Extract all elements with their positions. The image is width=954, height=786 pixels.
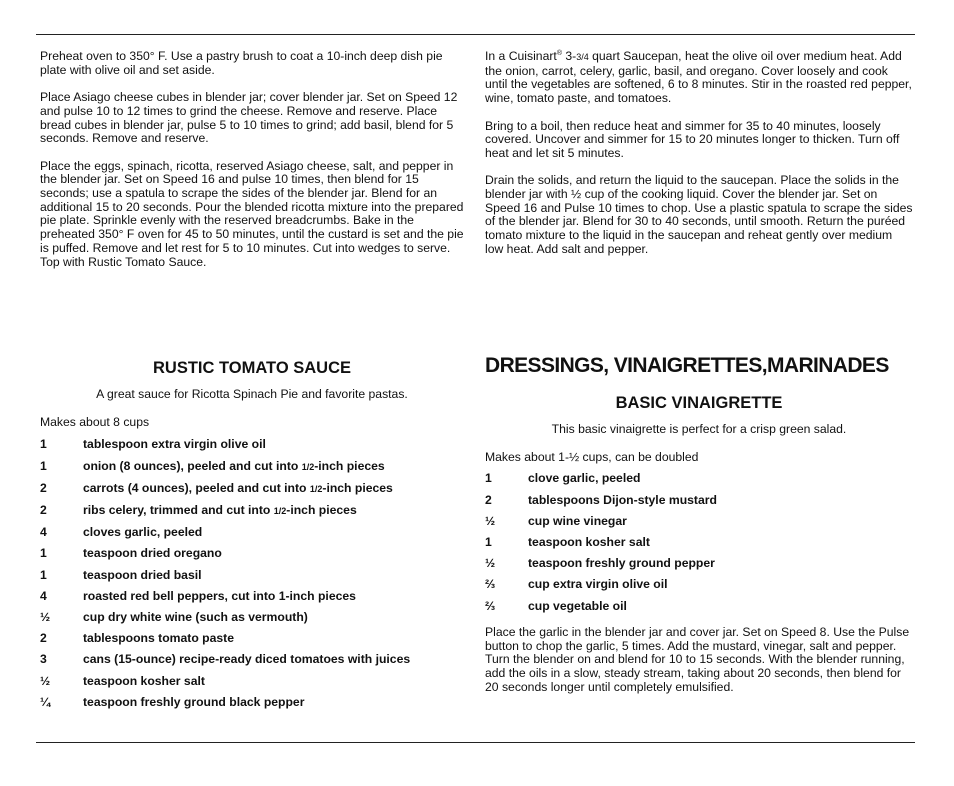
registered-mark: ® <box>556 49 562 57</box>
recipe-yield: Makes about 8 cups <box>40 414 150 429</box>
rustic-tomato-sauce <box>40 358 464 713</box>
ingredient: 2 ribs celery, trimmed and cut into 1/2-inch pieces <box>40 503 357 518</box>
pie-step-2: Place Asiago cheese cubes in blender jar; cover blender jar. Set on Speed 12 and pulse 10 to 12 times to grind the cheese. Remove and reserve. Place bread cubes in blender jar, pulse 5 to 10 times to grind; add basil, blend for 5 seconds. Remove and reserve. <box>40 90 458 146</box>
ingredient: ⅔ cup vegetable oil <box>485 598 627 613</box>
ingredient: 1 teaspoon kosher salt <box>485 535 650 550</box>
fraction: 3/4 <box>576 52 589 62</box>
ingredient: 1 tablespoon extra virgin olive oil <box>40 437 266 452</box>
dressings-section <box>485 353 913 694</box>
ingredient: ½ cup wine vinegar <box>485 513 627 528</box>
ingredient: ½ teaspoon freshly ground pepper <box>485 556 715 571</box>
recipe-intro: This basic vinaigrette is perfect for a crisp green salad. <box>551 422 847 436</box>
recipe-method: Place the garlic in the blender jar and cover jar. Set on Speed 8. Use the Pulse button to chop the garlic, 5 times. Add the mustard, vinegar, salt and pepper. Turn the blender on and blend for 10 to 15 seconds. With the blender running, add the oils in a slow, steady stream, taking about 20 seconds, then blend for 20 seconds longer until completely emulsified. <box>485 624 910 694</box>
ingredient: 4 roasted red bell peppers, cut into 1-inch pieces <box>40 588 356 603</box>
sauce-step-3: Drain the solids, and return the liquid to the saucepan. Place the solids in the blender jar with ½ cup of the cooking liquid. Cover the blender jar. Set on Speed 16 and Pulse 10 times to chop. Use a plastic spatula to scrape the sides of the blender jar. Blend for 30 to 40 seconds, until smooth. Return the puréed tomato mixture to the liquid in the saucepan and reheat gently over medium low heat. Add salt and pepper. <box>485 173 913 256</box>
ingredient: 3 cans (15-ounce) recipe-ready diced tomatoes with juices <box>40 652 411 667</box>
ingredient: ½ cup dry white wine (such as vermouth) <box>40 610 308 625</box>
pie-step-1: Preheat oven to 350° F. Use a pastry brush to coat a 10-inch deep dish pie plate with olive oil and set aside. <box>40 49 443 77</box>
pie-step-3: Place the eggs, spinach, ricotta, reserved Asiago cheese, salt, and pepper in the blender jar. Set on Speed 16 and pulse 10 times, then blend for 15 seconds; use a spatula to scrape the sides of the blender jar. Blend for an additional 15 to 20 seconds. Pour the blended ricotta mixture into the prepared pie plate. Sprinkle evenly with the reserved breadcrumbs. Bake in the preheated 350° F oven for 45 to 50 minutes, until the custard is set and the pie is puffed. Remove and let rest for 5 to 10 minutes. Cut into wedges to serve. Top with Rustic Tomato Sauce. <box>40 158 464 269</box>
ingredient: ⅔ cup extra virgin olive oil <box>485 577 668 592</box>
pie-method <box>40 50 464 269</box>
recipe-intro: A great sauce for Ricotta Spinach Pie and favorite pastas. <box>96 387 408 401</box>
fraction: ½ <box>571 187 582 201</box>
ingredient: ½ teaspoon kosher salt <box>40 673 205 688</box>
ingredient: 1 onion (8 ounces), peeled and cut into 1/2-inch pieces <box>40 458 385 473</box>
sauce-step-2: Bring to a boil, then reduce heat and simmer for 35 to 40 minutes, loosely covered. Uncover and simmer for 15 to 20 minutes longer to thicken. Turn off heat and let sit 5 minutes. <box>485 118 900 160</box>
recipe-title: RUSTIC TOMATO SAUCE <box>152 359 351 377</box>
bottom-rule <box>36 742 915 743</box>
ingredient: ¼ teaspoon freshly ground black pepper <box>40 694 305 709</box>
ingredient: 4 cloves garlic, peeled <box>40 525 203 540</box>
ingredient: 2 carrots (4 ounces), peeled and cut into 1/2-inch pieces <box>40 480 393 495</box>
sauce-step-1: In a Cuisinart® 3-3/4 quart Saucepan, heat the olive oil over medium heat. Add the onion, carrot, celery, garlic, basil, and oregano. Cover loosely and cook until the vegetables are softened, 6 to 8 minutes. Stir in the roasted red pepper, wine, tomato paste, and tomatoes. <box>485 49 912 106</box>
ingredient-list <box>485 468 913 616</box>
section-title: DRESSINGS, VINAIGRETTES,MARINADES <box>485 354 889 377</box>
recipe-yield: Makes about 1-½ cups, can be doubled <box>485 449 699 464</box>
top-rule <box>36 34 915 35</box>
ingredient: 2 tablespoons tomato paste <box>40 631 235 646</box>
recipe-title: BASIC VINAIGRETTE <box>615 394 783 412</box>
ingredient: 1 clove garlic, peeled <box>485 471 641 486</box>
ingredient-list <box>40 434 464 713</box>
sauce-method <box>485 50 913 257</box>
ingredient: 2 tablespoons Dijon-style mustard <box>485 492 717 507</box>
ingredient: 1 teaspoon dried basil <box>40 567 202 582</box>
ingredient: 1 teaspoon dried oregano <box>40 546 222 561</box>
